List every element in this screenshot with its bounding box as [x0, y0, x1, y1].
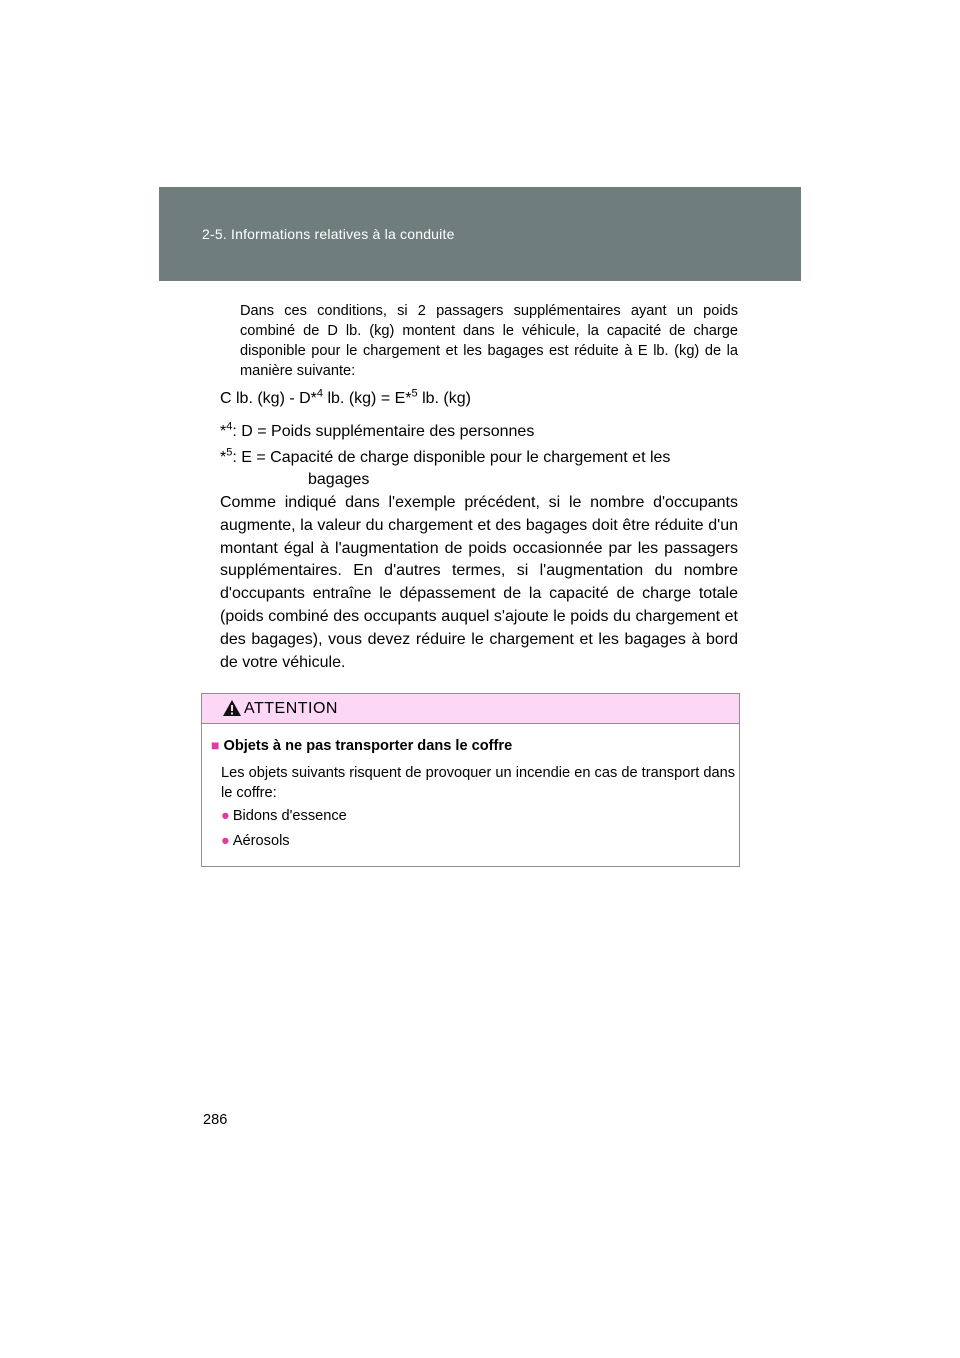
attention-item-text: Les objets suivants risquent de provoquer un incendie en cas de transport dans le coffre:	[221, 765, 735, 801]
footnote-5-continuation: bagages	[308, 471, 370, 488]
footnote-5: *$^5$: E = Capacité de charge disponible pour le chargement et les bagages	[220, 447, 740, 491]
intro-paragraph: Dans ces conditions, si 2 passagers supplémentaires ayant un poids combiné de D lb. (kg) montent dans le véhicule, la capacité de charge disponible pour le chargement et les bagages est réduite à E lb. (kg) de la manière suivante:	[240, 303, 738, 379]
list-item: ● Bidons d'essence	[221, 808, 347, 824]
header-band	[159, 187, 801, 281]
footnote-4: *$^4$: D = Poids supplémentaire des personnes	[220, 420, 535, 440]
body-paragraph: Comme indiqué dans l'exemple précédent, si le nombre d'occupants augmente, la valeur du chargement et des bagages doit être réduite d'un montant égal à l'augmentation de poids occasionnée par les passagers supplémentaires. En d'autres termes, si l'augmentation du nombre d'occupants entraîne le dépassement de la capacité de charge totale (poids combiné des occupants auquel s'ajoute le poids du chargement et des bagages), vous devez réduire le chargement et les bagages à bord de votre véhicule.	[220, 494, 738, 671]
circle-bullet-icon: ●	[221, 833, 230, 849]
list-item: ● Aérosols	[221, 833, 290, 849]
page-number: 286	[203, 1112, 228, 1128]
section-title: 2-5. Informations relatives à la conduite	[202, 226, 455, 242]
circle-bullet-icon: ●	[221, 808, 230, 824]
warning-triangle-icon	[222, 699, 242, 717]
attention-header	[202, 694, 739, 724]
square-bullet-icon: ■	[211, 737, 220, 753]
attention-item-title: ■ Objets à ne pas transporter dans le coffre	[211, 737, 513, 754]
attention-box	[201, 693, 740, 867]
attention-label: ATTENTION	[244, 700, 338, 717]
formula: C lb. (kg) - D*$^4$ lb. (kg) = E*$^5$ lb. (kg)	[220, 387, 471, 407]
